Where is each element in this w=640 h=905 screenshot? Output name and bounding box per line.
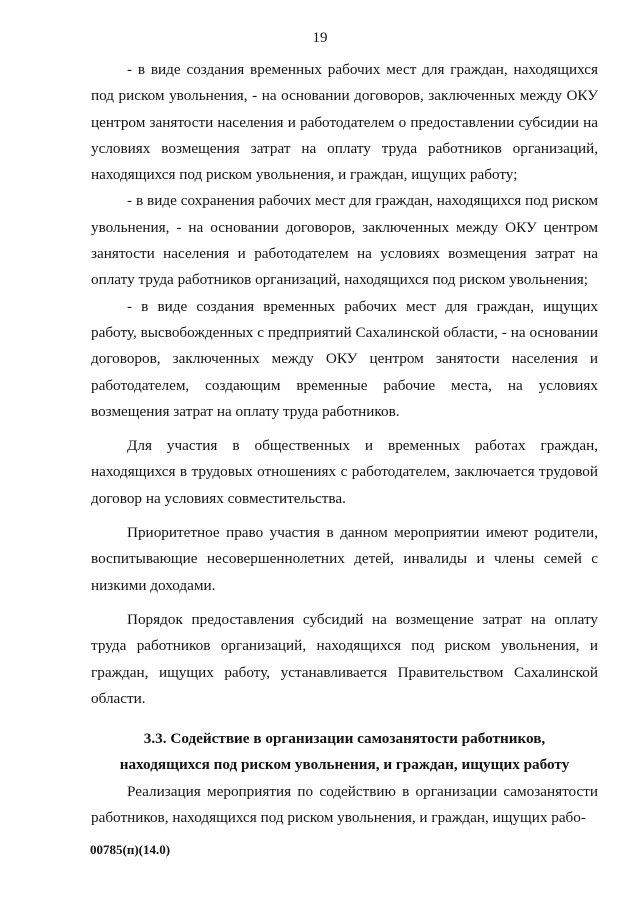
paragraph-preserving-jobs: - в виде сохранения рабочих мест для граждан, находящихся под риском увольнения, - на основании договоров, заключенных между ОКУ центром занятости населения и работодателем на условиях возмещения затрат на оплату труда работников организаций, находящихся под риском увольнения; [91, 192, 598, 289]
section-heading-line-1: 3.3. Содействие в организации самозанятости работников, [143, 730, 546, 748]
document-code: 00785(п)(14.0) [90, 842, 171, 857]
document-body [91, 57, 598, 831]
section-heading [91, 726, 598, 779]
page-number: 19 [312, 30, 328, 46]
paragraph-employment-contract: Для участия в общественных и временных работах граждан, находящихся в трудовых отношениях с работодателем, заключается трудовой договор на условиях совместительства. [91, 437, 598, 507]
paragraph-subsidy-procedure: Порядок предоставления субсидий на возмещение затрат на оплату труда работников организаций, находящихся под риском увольнения, и граждан, ищущих работу, устанавливается Правительством Сахалинской области. [91, 610, 598, 707]
section-heading-line-2: находящихся под риском увольнения, и граждан, ищущих работу [119, 756, 570, 774]
paragraph-temporary-jobs-at-risk: - в виде создания временных рабочих мест для граждан, находящихся под риском увольнения, - на основании договоров, заключенных между ОКУ центром занятости населения и работодателем о предоставлении субсидии на условиях возмещения затрат на оплату труда работников организаций, находящихся под риском увольнения, и граждан, ищущих работу; [91, 61, 598, 184]
paragraph-self-employment: Реализация мероприятия по содействию в организации самозанятости работников, находящихся под риском увольнения, и граждан, ищущих рабо- [91, 782, 598, 827]
paragraph-priority-right: Приоритетное право участия в данном мероприятии имеют родители, воспитывающие несовершеннолетних детей, инвалиды и члены семей с низкими доходами. [91, 524, 598, 594]
paragraph-temporary-jobs-job-seekers: - в виде создания временных рабочих мест для граждан, ищущих работу, высвобожденных с предприятий Сахалинской области, - на основании договоров, заключенных между ОКУ центром занятости населения и работодателем, создающим временные рабочие места, на условиях возмещения затрат на оплату труда работников. [91, 297, 598, 420]
